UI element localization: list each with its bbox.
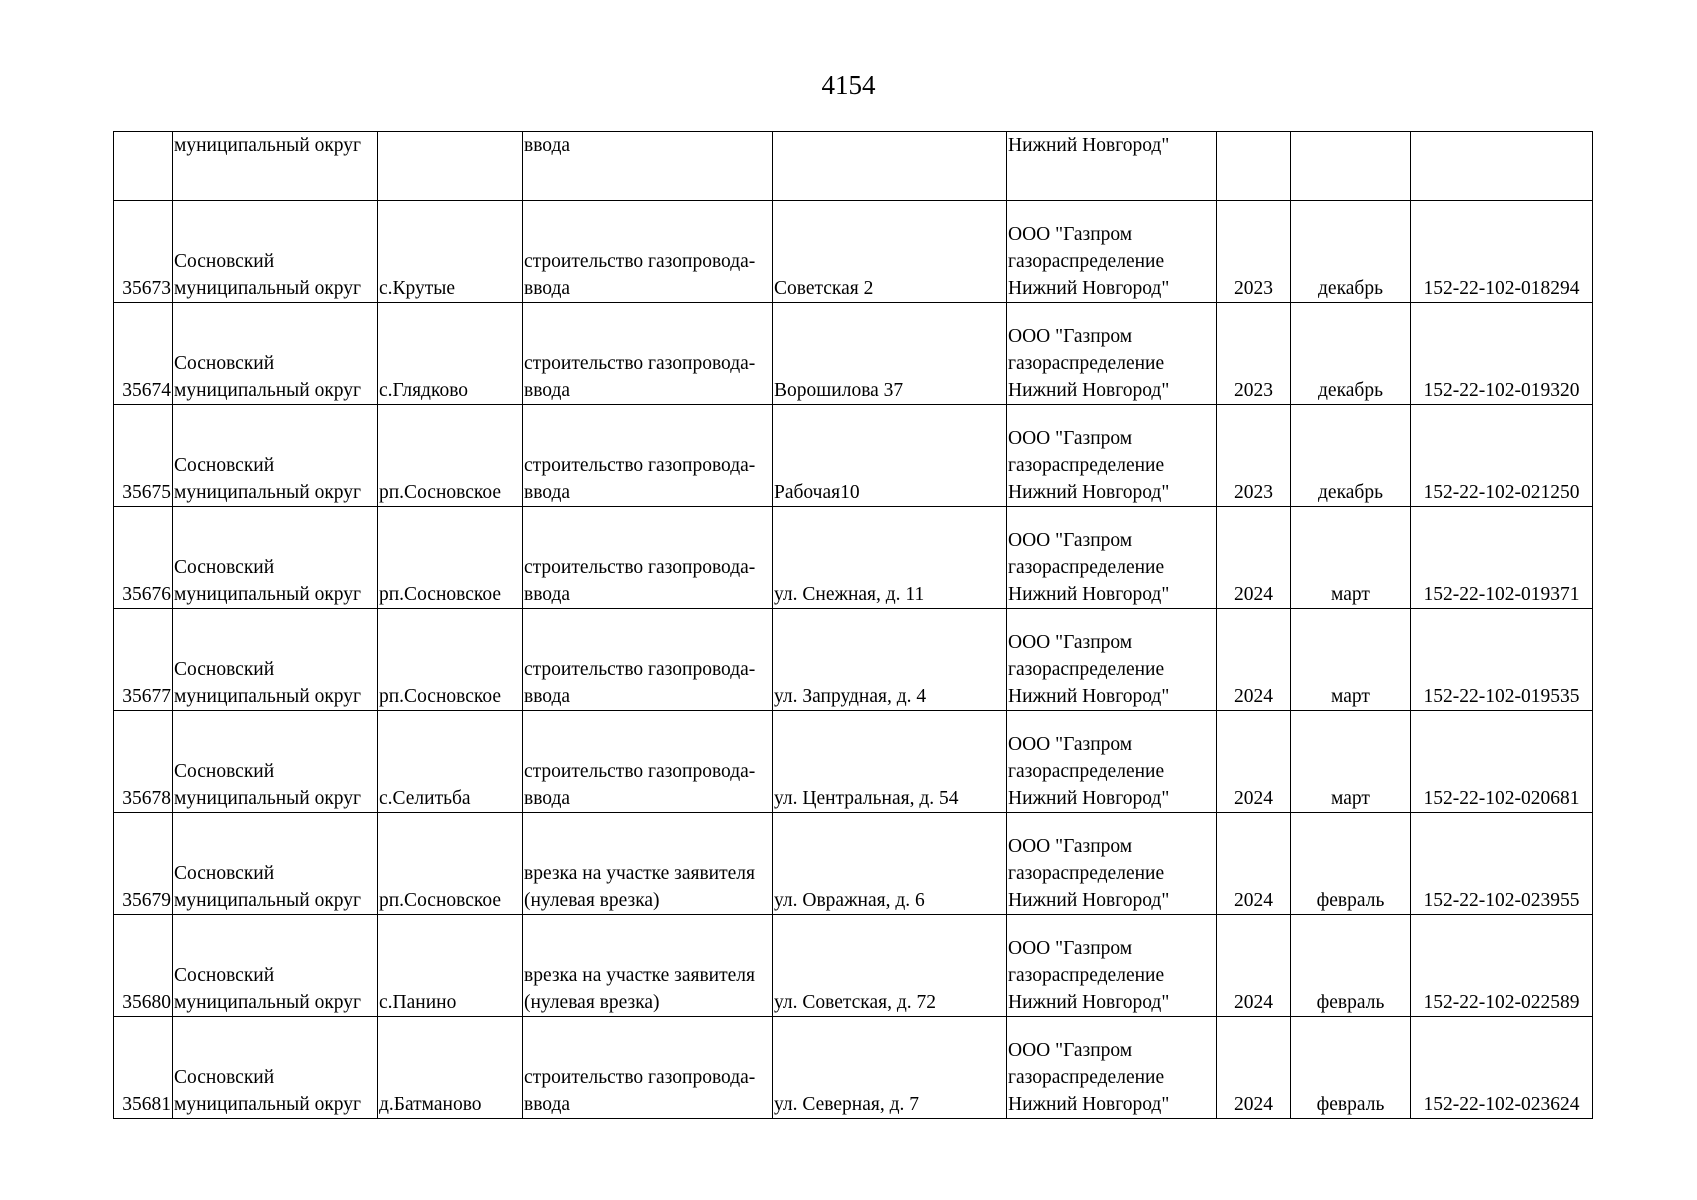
cell-line: ООО "Газпром bbox=[1008, 632, 1133, 653]
cell-operator bbox=[1007, 1017, 1217, 1119]
cell-line: строительство газопровода- bbox=[524, 659, 756, 680]
cell-num: 35678 bbox=[114, 711, 173, 813]
cell-line: ООО "Газпром bbox=[1008, 938, 1133, 959]
cell-year bbox=[1217, 132, 1291, 201]
cell-num: 35680 bbox=[114, 915, 173, 1017]
cell-settlement bbox=[378, 132, 523, 201]
cell-line: Сосновский bbox=[174, 761, 275, 782]
cell-district bbox=[173, 609, 378, 711]
cell-work bbox=[523, 711, 773, 813]
cell-line: Нижний Новгород" bbox=[1008, 890, 1170, 911]
cell-line: строительство газопровода- bbox=[524, 251, 756, 272]
cell-district bbox=[173, 915, 378, 1017]
cell-num: 35676 bbox=[114, 507, 173, 609]
cell-line: Сосновский bbox=[174, 1067, 275, 1088]
cell-work bbox=[523, 915, 773, 1017]
cell-line: Сосновский bbox=[174, 251, 275, 272]
table-row bbox=[114, 1017, 1593, 1119]
cell-work bbox=[523, 405, 773, 507]
cell-month: декабрь bbox=[1291, 201, 1411, 303]
cell-line: ООО "Газпром bbox=[1008, 734, 1133, 755]
cell-code: 152-22-102-020681 bbox=[1411, 711, 1593, 813]
cell-line: газораспределение bbox=[1008, 863, 1165, 884]
cell-operator bbox=[1007, 303, 1217, 405]
cell-line: Нижний Новгород" bbox=[1008, 686, 1170, 707]
cell-line: строительство газопровода- bbox=[524, 455, 756, 476]
cell-year: 2024 bbox=[1217, 813, 1291, 915]
cell-address: ул. Овражная, д. 6 bbox=[773, 813, 1007, 915]
cell-work bbox=[523, 303, 773, 405]
cell-line: газораспределение bbox=[1008, 659, 1165, 680]
cell-line: Нижний Новгород" bbox=[1008, 584, 1170, 605]
cell-district bbox=[173, 303, 378, 405]
cell-settlement: д.Батманово bbox=[378, 1017, 523, 1119]
cell-line: ввода bbox=[524, 584, 571, 605]
cell-address: ул. Снежная, д. 11 bbox=[773, 507, 1007, 609]
cell-line: Сосновский bbox=[174, 659, 275, 680]
cell-operator bbox=[1007, 813, 1217, 915]
cell-line: Сосновский bbox=[174, 863, 275, 884]
cell-line: ввода bbox=[524, 1094, 571, 1115]
cell-line: газораспределение bbox=[1008, 965, 1165, 986]
cell-district: муниципальный округ bbox=[173, 132, 378, 201]
cell-work bbox=[523, 201, 773, 303]
cell-num: 35675 bbox=[114, 405, 173, 507]
cell-settlement: с.Панино bbox=[378, 915, 523, 1017]
table-row bbox=[114, 711, 1593, 813]
cell-month: февраль bbox=[1291, 915, 1411, 1017]
cell-operator bbox=[1007, 915, 1217, 1017]
cell-month: декабрь bbox=[1291, 303, 1411, 405]
table-row bbox=[114, 915, 1593, 1017]
cell-operator bbox=[1007, 405, 1217, 507]
cell-district bbox=[173, 201, 378, 303]
cell-line: строительство газопровода- bbox=[524, 1067, 756, 1088]
cell-code: 152-22-102-019371 bbox=[1411, 507, 1593, 609]
cell-line: ООО "Газпром bbox=[1008, 836, 1133, 857]
cell-code: 152-22-102-018294 bbox=[1411, 201, 1593, 303]
cell-work bbox=[523, 609, 773, 711]
cell-line: газораспределение bbox=[1008, 761, 1165, 782]
cell-num: 35681 bbox=[114, 1017, 173, 1119]
cell-line: Нижний Новгород" bbox=[1008, 788, 1170, 809]
cell-year: 2024 bbox=[1217, 711, 1291, 813]
cell-line: муниципальный округ bbox=[174, 380, 362, 401]
cell-line: ООО "Газпром bbox=[1008, 224, 1133, 245]
cell-work bbox=[523, 507, 773, 609]
cell-line: ввода bbox=[524, 380, 571, 401]
page-number: 4154 bbox=[821, 70, 876, 100]
cell-address bbox=[773, 132, 1007, 201]
cell-settlement: рп.Сосновское bbox=[378, 813, 523, 915]
cell-num: 35674 bbox=[114, 303, 173, 405]
cell-code: 152-22-102-019535 bbox=[1411, 609, 1593, 711]
cell-line: строительство газопровода- bbox=[524, 761, 756, 782]
cell-line: Нижний Новгород" bbox=[1008, 380, 1170, 401]
cell-operator bbox=[1007, 711, 1217, 813]
cell-settlement: с.Крутые bbox=[378, 201, 523, 303]
cell-line: Сосновский bbox=[174, 557, 275, 578]
table-row bbox=[114, 201, 1593, 303]
cell-settlement: рп.Сосновское bbox=[378, 609, 523, 711]
cell-line: Нижний Новгород" bbox=[1008, 992, 1170, 1013]
cell-code bbox=[1411, 132, 1593, 201]
table-row bbox=[114, 405, 1593, 507]
table-row bbox=[114, 507, 1593, 609]
cell-num: 35679 bbox=[114, 813, 173, 915]
cell-line: строительство газопровода- bbox=[524, 557, 756, 578]
cell-code: 152-22-102-021250 bbox=[1411, 405, 1593, 507]
cell-settlement: рп.Сосновское bbox=[378, 405, 523, 507]
cell-line: ООО "Газпром bbox=[1008, 326, 1133, 347]
cell-year: 2024 bbox=[1217, 609, 1291, 711]
cell-work bbox=[523, 1017, 773, 1119]
cell-line: врезка на участке заявителя bbox=[524, 965, 755, 986]
cell-line: муниципальный округ bbox=[174, 788, 362, 809]
cell-operator bbox=[1007, 201, 1217, 303]
cell-num: 35677 bbox=[114, 609, 173, 711]
cell-line: ООО "Газпром bbox=[1008, 428, 1133, 449]
cell-line: газораспределение bbox=[1008, 557, 1165, 578]
cell-line: строительство газопровода- bbox=[524, 353, 756, 374]
table-row bbox=[114, 303, 1593, 405]
cell-year: 2023 bbox=[1217, 405, 1291, 507]
cell-line: ввода bbox=[524, 788, 571, 809]
cell-year: 2023 bbox=[1217, 303, 1291, 405]
cell-line: ООО "Газпром bbox=[1008, 1040, 1133, 1061]
cell-code: 152-22-102-022589 bbox=[1411, 915, 1593, 1017]
cell-line: ООО "Газпром bbox=[1008, 530, 1133, 551]
cell-year: 2023 bbox=[1217, 201, 1291, 303]
cell-address: ул. Запрудная, д. 4 bbox=[773, 609, 1007, 711]
cell-settlement: с.Селитьба bbox=[378, 711, 523, 813]
cell-district bbox=[173, 711, 378, 813]
cell-num: 35673 bbox=[114, 201, 173, 303]
cell-line: ввода bbox=[524, 686, 571, 707]
cell-line: ввода bbox=[524, 278, 571, 299]
cell-month: март bbox=[1291, 609, 1411, 711]
cell-line: газораспределение bbox=[1008, 353, 1165, 374]
cell-year: 2024 bbox=[1217, 1017, 1291, 1119]
cell-year: 2024 bbox=[1217, 915, 1291, 1017]
cell-address: Ворошилова 37 bbox=[773, 303, 1007, 405]
cell-line: (нулевая врезка) bbox=[524, 992, 660, 1013]
cell-month: декабрь bbox=[1291, 405, 1411, 507]
cell-address: Рабочая10 bbox=[773, 405, 1007, 507]
cell-operator bbox=[1007, 507, 1217, 609]
cell-line: врезка на участке заявителя bbox=[524, 863, 755, 884]
cell-year: 2024 bbox=[1217, 507, 1291, 609]
cell-address: ул. Северная, д. 7 bbox=[773, 1017, 1007, 1119]
cell-line: муниципальный округ bbox=[174, 1094, 362, 1115]
cell-line: муниципальный округ bbox=[174, 482, 362, 503]
cell-month: февраль bbox=[1291, 813, 1411, 915]
cell-line: муниципальный округ bbox=[174, 686, 362, 707]
cell-work: ввода bbox=[523, 132, 773, 201]
cell-settlement: с.Глядково bbox=[378, 303, 523, 405]
cell-line: Сосновский bbox=[174, 965, 275, 986]
table-row bbox=[114, 609, 1593, 711]
cell-num bbox=[114, 132, 173, 201]
cell-operator bbox=[1007, 609, 1217, 711]
cell-month bbox=[1291, 132, 1411, 201]
cell-code: 152-22-102-019320 bbox=[1411, 303, 1593, 405]
cell-month: март bbox=[1291, 507, 1411, 609]
cell-month: март bbox=[1291, 711, 1411, 813]
cell-line: Сосновский bbox=[174, 353, 275, 374]
cell-line: Нижний Новгород" bbox=[1008, 278, 1170, 299]
cell-line: (нулевая врезка) bbox=[524, 890, 660, 911]
cell-address: Советская 2 bbox=[773, 201, 1007, 303]
cell-line: газораспределение bbox=[1008, 455, 1165, 476]
cell-line: муниципальный округ bbox=[174, 278, 362, 299]
cell-district bbox=[173, 1017, 378, 1119]
table-row-continuation bbox=[114, 132, 1593, 201]
cell-code: 152-22-102-023624 bbox=[1411, 1017, 1593, 1119]
cell-code: 152-22-102-023955 bbox=[1411, 813, 1593, 915]
cell-district bbox=[173, 405, 378, 507]
cell-line: газораспределение bbox=[1008, 1067, 1165, 1088]
cell-line: муниципальный округ bbox=[174, 992, 362, 1013]
cell-month: февраль bbox=[1291, 1017, 1411, 1119]
cell-line: Сосновский bbox=[174, 455, 275, 476]
gasification-table bbox=[113, 131, 1593, 1119]
cell-line: газораспределение bbox=[1008, 251, 1165, 272]
cell-operator: Нижний Новгород" bbox=[1007, 132, 1217, 201]
cell-district bbox=[173, 813, 378, 915]
cell-line: ввода bbox=[524, 482, 571, 503]
cell-address: ул. Советская, д. 72 bbox=[773, 915, 1007, 1017]
cell-line: муниципальный округ bbox=[174, 584, 362, 605]
cell-work bbox=[523, 813, 773, 915]
cell-district bbox=[173, 507, 378, 609]
cell-line: муниципальный округ bbox=[174, 890, 362, 911]
cell-line: Нижний Новгород" bbox=[1008, 1094, 1170, 1115]
table-row bbox=[114, 813, 1593, 915]
cell-line: Нижний Новгород" bbox=[1008, 482, 1170, 503]
cell-settlement: рп.Сосновское bbox=[378, 507, 523, 609]
cell-address: ул. Центральная, д. 54 bbox=[773, 711, 1007, 813]
